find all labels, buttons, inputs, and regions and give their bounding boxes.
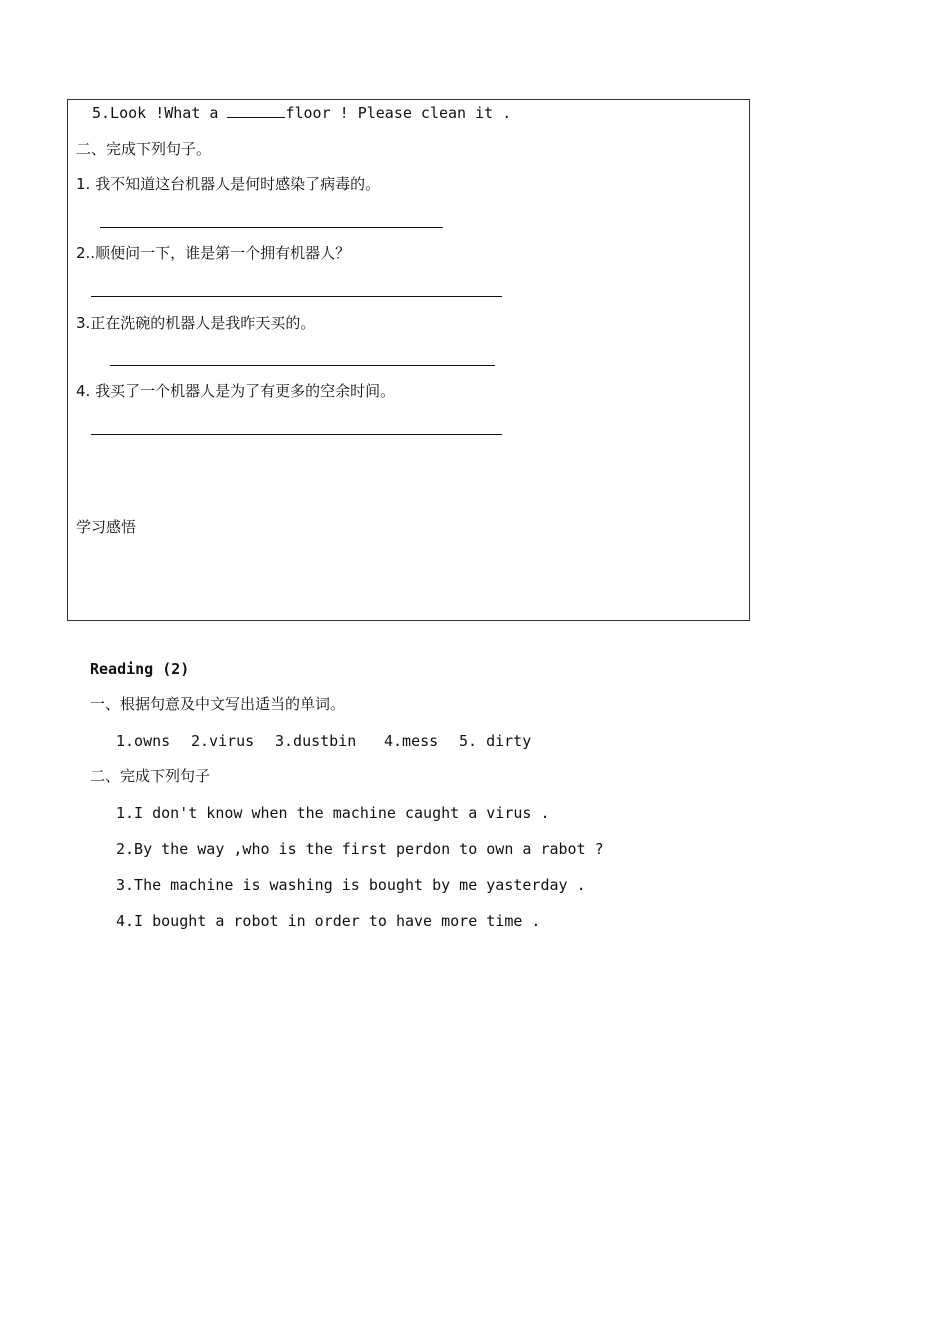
sentence-4-prompt: 4. 我买了一个机器人是为了有更多的空余时间。 [76,382,396,400]
question-5-start: 5.Look !What a [92,104,228,122]
sentence-answer: 2.By the way ,who is the first perdon to own a rabot ? [116,840,604,858]
sentence-2-prompt: 2..顺便问一下，谁是第一个拥有机器人？ [76,244,351,262]
sentence-3-prompt: 3.正在洗碗的机器人是我昨天买的。 [76,314,316,332]
part-1-title: 一、根据句意及中文写出适当的单词。 [90,695,346,713]
word-answer: 2.virus [191,732,255,750]
word-answer: 1.owns [116,732,171,750]
word-answer: 4.mess [384,732,439,750]
sentence-answer: 3.The machine is washing is bought by me yasterday . [116,876,586,894]
question-5-end: floor ! Please clean it . [285,104,512,122]
word-answer: 3.dustbin [275,732,357,750]
answer-blank[interactable] [227,103,285,118]
reflection-label: 学习感悟 [76,518,137,536]
answer-line-3[interactable] [110,365,495,366]
answer-line-2[interactable] [91,296,502,297]
word-answer: 5. dirty [459,732,532,750]
sentence-answer: 4.I bought a robot in order to have more time . [116,912,541,930]
part-2-title: 二、完成下列句子 [90,767,211,785]
sentence-answer: 1.I don't know when the machine caught a virus . [116,804,550,822]
answer-line-1[interactable] [100,227,443,228]
answer-line-4[interactable] [91,434,502,435]
section-2-title: 二、完成下列句子。 [76,140,212,158]
sentence-1-prompt: 1. 我不知道这台机器人是何时感染了病毒的。 [76,175,381,193]
question-5 [92,103,511,123]
answers-title: Reading (2) [90,660,190,678]
